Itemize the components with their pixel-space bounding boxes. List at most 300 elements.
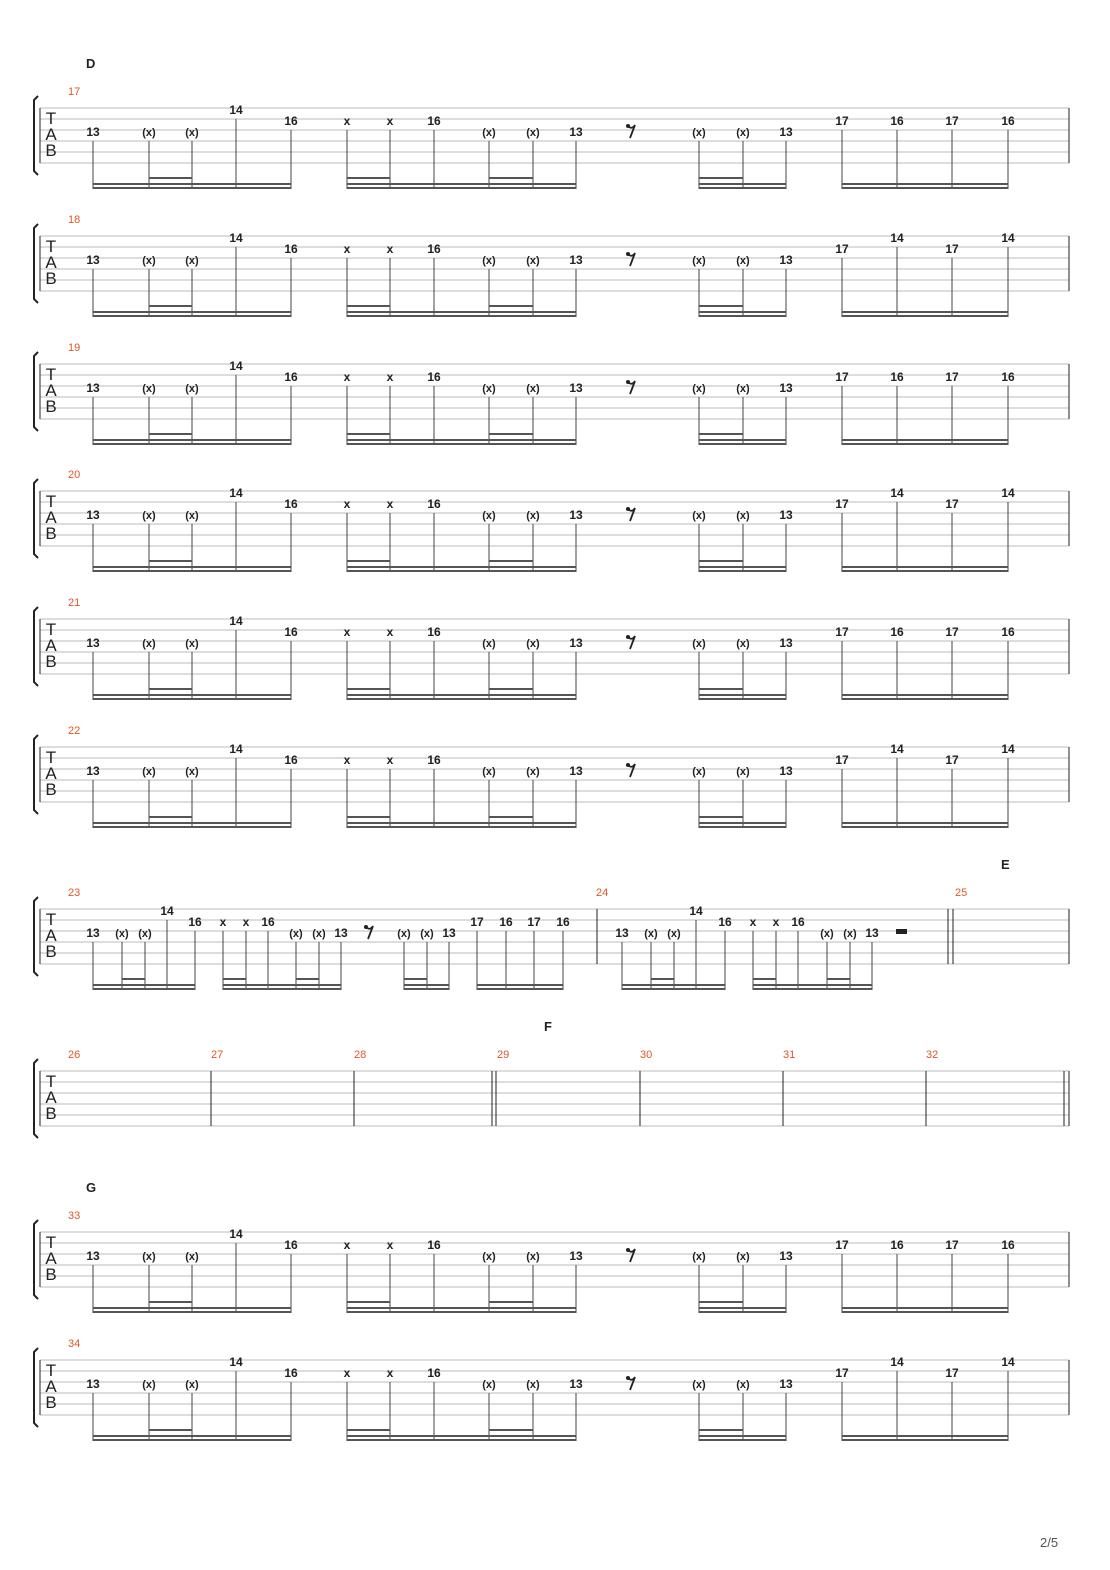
tab-fret-number: x (343, 1238, 351, 1252)
note-beam-32nd (699, 1301, 743, 1303)
tab-fret-number: 16 (499, 915, 513, 929)
tab-fret-number: 17 (945, 242, 959, 256)
tab-fret-number: (x) (185, 255, 199, 267)
system-bracket (34, 1220, 38, 1299)
tab-fret-number: (x) (692, 1379, 706, 1391)
note-beam (842, 694, 1008, 696)
note-beam-32nd (223, 978, 246, 980)
tab-fret-number: 17 (945, 497, 959, 511)
tab-fret-number: 17 (470, 915, 484, 929)
tab-fret-number: (x) (142, 638, 156, 650)
eighth-rest-dot (626, 252, 630, 256)
tab-fret-number: 14 (1001, 1355, 1015, 1369)
tab-fret-number: 14 (890, 231, 904, 245)
tab-fret-number: x (749, 915, 757, 929)
section-marker: E (1001, 857, 1010, 872)
system-bracket (34, 1059, 38, 1138)
tab-fret-number: 16 (718, 915, 732, 929)
note-beam (699, 311, 786, 313)
note-beam-32nd (347, 560, 390, 562)
tab-fret-number: x (343, 753, 351, 767)
tab-fret-number: (x) (667, 928, 681, 940)
tab-fret-number: 17 (835, 753, 849, 767)
note-beam (93, 822, 291, 824)
note-beam (842, 1311, 1008, 1313)
tab-fret-number: x (386, 497, 394, 511)
tab-clef-letter: A (45, 1088, 57, 1107)
tab-fret-number: 17 (835, 114, 849, 128)
tab-fret-number: (x) (312, 928, 326, 940)
tab-clef-letter: T (45, 492, 57, 511)
tab-clef-letter: T (45, 237, 57, 256)
tab-fret-number: 13 (86, 926, 100, 940)
tab-fret-number: 13 (86, 381, 100, 395)
tab-clef-letter: A (45, 636, 57, 655)
tab-fret-number: 13 (86, 1249, 100, 1263)
note-beam (93, 315, 291, 317)
tab-clef-letter: T (45, 109, 57, 128)
system-bracket (34, 735, 38, 814)
note-beam (699, 1307, 786, 1309)
tab-clef-letter: A (45, 125, 57, 144)
tab-fret-number: 13 (779, 1377, 793, 1391)
note-beam (842, 315, 1008, 317)
note-beam (842, 822, 1008, 824)
note-beam-32nd (122, 978, 145, 980)
tab-fret-number: x (386, 114, 394, 128)
measure-number: 23 (68, 887, 81, 899)
note-beam (699, 439, 786, 441)
tab-fret-number: 14 (229, 359, 243, 373)
tab-clef-letter: B (45, 1104, 57, 1123)
note-beam (699, 443, 786, 445)
tab-fret-number: 16 (284, 242, 298, 256)
measure-number: 17 (68, 86, 81, 98)
tab-clef-letter: A (45, 926, 57, 945)
tab-clef-letter: A (45, 764, 57, 783)
note-beam-32nd (149, 816, 192, 818)
measure-number: 25 (955, 887, 968, 899)
tab-fret-number: 13 (569, 1377, 583, 1391)
tab-fret-number: 13 (334, 926, 348, 940)
tab-fret-number: (x) (185, 510, 199, 522)
tab-fret-number: (x) (142, 1379, 156, 1391)
note-beam (699, 826, 786, 828)
note-beam-32nd (149, 688, 192, 690)
note-beam (699, 698, 786, 700)
tab-fret-number: (x) (142, 766, 156, 778)
tab-fret-number: 17 (945, 1366, 959, 1380)
eighth-rest-dot (626, 1376, 630, 1380)
tab-fret-number: 13 (569, 125, 583, 139)
measure-number: 19 (68, 342, 81, 354)
note-beam (223, 984, 341, 986)
tab-fret-number: x (386, 1238, 394, 1252)
note-beam (93, 183, 291, 185)
note-beam (347, 822, 576, 824)
tab-fret-number: (x) (138, 928, 152, 940)
system-bracket (34, 352, 38, 431)
tab-fret-number: (x) (142, 127, 156, 139)
tab-fret-number: 16 (427, 625, 441, 639)
note-beam (347, 826, 576, 828)
note-beam-32nd (699, 177, 743, 179)
note-beam (404, 988, 449, 990)
tab-fret-number: (x) (142, 1251, 156, 1263)
measure-number: 18 (68, 214, 81, 226)
note-beam (699, 315, 786, 317)
tab-fret-number: (x) (482, 638, 496, 650)
note-beam-32nd (699, 433, 743, 435)
tab-fret-number: 13 (615, 926, 629, 940)
note-beam (93, 570, 291, 572)
tab-fret-number: 17 (945, 370, 959, 384)
measure-number: 29 (497, 1049, 510, 1061)
tab-clef-letter: B (45, 397, 57, 416)
page-number: 2/5 (1040, 1535, 1059, 1550)
tab-fret-number: 13 (569, 764, 583, 778)
tab-fret-number: 14 (229, 103, 243, 117)
tab-fret-number: (x) (736, 1251, 750, 1263)
note-beam (699, 1439, 786, 1441)
tab-fret-number: 13 (569, 508, 583, 522)
tab-fret-number: 16 (427, 370, 441, 384)
tab-fret-number: 16 (556, 915, 570, 929)
note-beam (347, 1311, 576, 1313)
tab-fret-number: 16 (284, 1238, 298, 1252)
note-beam (699, 570, 786, 572)
note-beam (699, 694, 786, 696)
system-bracket (34, 479, 38, 558)
note-beam-32nd (149, 433, 192, 435)
note-beam (347, 698, 576, 700)
tab-clef-letter: B (45, 780, 57, 799)
system-bracket (34, 897, 38, 976)
note-beam (842, 698, 1008, 700)
note-beam (347, 439, 576, 441)
tab-fret-number: (x) (736, 510, 750, 522)
tab-fret-number: (x) (736, 638, 750, 650)
tab-clef-letter: T (45, 365, 57, 384)
tab-fret-number: (x) (692, 638, 706, 650)
note-beam (699, 187, 786, 189)
tab-fret-number: (x) (526, 1379, 540, 1391)
tab-clef-letter: B (45, 524, 57, 543)
system-bracket (34, 224, 38, 303)
note-beam-32nd (753, 978, 776, 980)
note-beam-32nd (489, 688, 533, 690)
tab-fret-number: 16 (427, 1238, 441, 1252)
tab-fret-number: (x) (142, 255, 156, 267)
tab-fret-number: 13 (86, 636, 100, 650)
note-beam (93, 698, 291, 700)
tab-fret-number: (x) (526, 127, 540, 139)
note-beam-32nd (149, 1429, 192, 1431)
tab-fret-number: (x) (142, 383, 156, 395)
tab-fret-number: 17 (835, 242, 849, 256)
tab-fret-number: (x) (185, 383, 199, 395)
tab-fret-number: 16 (284, 625, 298, 639)
note-beam (842, 183, 1008, 185)
tab-fret-number: 16 (284, 753, 298, 767)
note-beam (842, 1435, 1008, 1437)
note-beam (93, 988, 195, 990)
note-beam (93, 826, 291, 828)
system-bracket (34, 96, 38, 175)
note-beam-32nd (347, 177, 390, 179)
note-beam-32nd (296, 978, 319, 980)
tab-fret-number: 14 (890, 742, 904, 756)
note-beam-32nd (347, 433, 390, 435)
tab-fret-number: 13 (86, 764, 100, 778)
note-beam (93, 566, 291, 568)
note-beam-32nd (827, 978, 850, 980)
tab-fret-number: (x) (692, 127, 706, 139)
note-beam-32nd (651, 978, 674, 980)
tab-fret-number: 16 (427, 114, 441, 128)
tab-fret-number: 17 (945, 114, 959, 128)
tab-fret-number: (x) (692, 383, 706, 395)
tab-fret-number: x (772, 915, 780, 929)
section-marker: G (86, 1180, 97, 1195)
half-rest (896, 929, 907, 934)
tab-fret-number: 16 (427, 242, 441, 256)
tab-fret-number: x (343, 497, 351, 511)
tab-fret-number: 13 (86, 508, 100, 522)
tab-fret-number: 14 (229, 1355, 243, 1369)
measure-number: 28 (354, 1049, 367, 1061)
note-beam (347, 187, 576, 189)
measure-number: 22 (68, 725, 81, 737)
tab-fret-number: x (242, 915, 250, 929)
tab-fret-number: 14 (689, 904, 703, 918)
note-beam (347, 1439, 576, 1441)
tab-fret-number: (x) (185, 1379, 199, 1391)
note-beam-32nd (699, 560, 743, 562)
note-beam (347, 1307, 576, 1309)
note-beam (93, 443, 291, 445)
note-beam-32nd (699, 688, 743, 690)
tab-fret-number: x (386, 753, 394, 767)
measure-number: 31 (783, 1049, 796, 1061)
tab-fret-number: (x) (526, 1251, 540, 1263)
tab-fret-number: (x) (736, 383, 750, 395)
note-beam (842, 1439, 1008, 1441)
tab-fret-number: (x) (185, 127, 199, 139)
note-beam-32nd (347, 816, 390, 818)
tab-fret-number: (x) (526, 638, 540, 650)
tab-fret-number: (x) (644, 928, 658, 940)
tab-fret-number: (x) (420, 928, 434, 940)
measure-number: 24 (596, 887, 609, 899)
tab-clef-letter: T (45, 620, 57, 639)
tab-fret-number: x (219, 915, 227, 929)
note-beam (347, 1435, 576, 1437)
tab-fret-number: (x) (736, 1379, 750, 1391)
tab-fret-number: (x) (692, 255, 706, 267)
tab-fret-number: (x) (185, 766, 199, 778)
tab-fret-number: 16 (261, 915, 275, 929)
note-beam-32nd (489, 1429, 533, 1431)
tab-clef-letter: T (45, 1072, 57, 1091)
note-beam (93, 311, 291, 313)
tab-fret-number: (x) (820, 928, 834, 940)
note-beam (622, 984, 725, 986)
tab-fret-number: 17 (835, 1238, 849, 1252)
note-beam (753, 988, 872, 990)
tab-fret-number: (x) (185, 638, 199, 650)
tab-clef-letter: T (45, 748, 57, 767)
note-beam (93, 439, 291, 441)
note-beam (842, 187, 1008, 189)
system-bracket (34, 607, 38, 686)
tab-fret-number: 14 (229, 486, 243, 500)
tab-fret-number: 13 (442, 926, 456, 940)
tab-fret-number: (x) (482, 383, 496, 395)
note-beam-32nd (149, 305, 192, 307)
measure-number: 32 (926, 1049, 939, 1061)
tab-fret-number: (x) (482, 510, 496, 522)
tab-fret-number: (x) (526, 766, 540, 778)
tab-fret-number: 16 (427, 1366, 441, 1380)
tab-clef-letter: T (45, 1361, 57, 1380)
note-beam-32nd (489, 1301, 533, 1303)
note-beam (699, 183, 786, 185)
note-beam (842, 1307, 1008, 1309)
tab-fret-number: (x) (397, 928, 411, 940)
tab-fret-number: x (343, 242, 351, 256)
tab-clef-letter: A (45, 253, 57, 272)
tab-fret-number: 17 (527, 915, 541, 929)
section-marker: D (86, 56, 96, 71)
tab-fret-number: (x) (736, 255, 750, 267)
tab-fret-number: (x) (526, 383, 540, 395)
tab-clef-letter: A (45, 508, 57, 527)
note-beam (93, 1435, 291, 1437)
tab-fret-number: 17 (945, 625, 959, 639)
note-beam (699, 1435, 786, 1437)
note-beam (842, 311, 1008, 313)
tab-fret-number: 16 (1001, 114, 1015, 128)
tab-fret-number: x (343, 370, 351, 384)
tab-fret-number: 13 (779, 1249, 793, 1263)
note-beam (93, 1307, 291, 1309)
tab-fret-number: 14 (229, 231, 243, 245)
eighth-rest-dot (626, 1248, 630, 1252)
measure-number: 20 (68, 469, 81, 481)
tab-fret-number: x (343, 625, 351, 639)
tab-clef-letter: B (45, 1265, 57, 1284)
tab-fret-number: 16 (890, 625, 904, 639)
note-beam (347, 443, 576, 445)
tab-fret-number: x (386, 370, 394, 384)
tab-fret-number: (x) (482, 255, 496, 267)
tab-fret-number: 17 (945, 753, 959, 767)
note-beam (842, 570, 1008, 572)
tab-fret-number: 16 (890, 1238, 904, 1252)
note-beam-32nd (489, 305, 533, 307)
system-bracket (34, 1348, 38, 1427)
tab-fret-number: 16 (284, 114, 298, 128)
tab-fret-number: x (343, 114, 351, 128)
tab-clef-letter: T (45, 1233, 57, 1252)
tab-clef-letter: B (45, 652, 57, 671)
note-beam-32nd (699, 816, 743, 818)
note-beam (347, 183, 576, 185)
tab-fret-number: 13 (779, 381, 793, 395)
note-beam (699, 1311, 786, 1313)
note-beam (842, 439, 1008, 441)
measure-number: 33 (68, 1210, 81, 1222)
tab-fret-number: 14 (1001, 231, 1015, 245)
tab-fret-number: 13 (569, 1249, 583, 1263)
measure-number: 21 (68, 597, 81, 609)
tab-fret-number: 13 (569, 636, 583, 650)
measure-number: 27 (211, 1049, 224, 1061)
note-beam (842, 443, 1008, 445)
tab-fret-number: 16 (427, 497, 441, 511)
tab-fret-number: (x) (482, 1379, 496, 1391)
tab-fret-number: (x) (843, 928, 857, 940)
tab-fret-number: 13 (865, 926, 879, 940)
tab-fret-number: (x) (736, 766, 750, 778)
tab-fret-number: 13 (779, 253, 793, 267)
tab-fret-number: 17 (835, 370, 849, 384)
tab-clef-letter: B (45, 141, 57, 160)
note-beam-32nd (149, 177, 192, 179)
tab-fret-number: 14 (229, 742, 243, 756)
tab-fret-number: (x) (185, 1251, 199, 1263)
note-beam-32nd (699, 1429, 743, 1431)
note-beam (347, 570, 576, 572)
tab-fret-number: 13 (569, 381, 583, 395)
note-beam (347, 694, 576, 696)
note-beam (753, 984, 872, 986)
tab-fret-number: (x) (526, 255, 540, 267)
note-beam (93, 694, 291, 696)
tab-fret-number: 14 (160, 904, 174, 918)
tab-fret-number: 16 (890, 114, 904, 128)
tab-fret-number: x (386, 242, 394, 256)
tab-fret-number: 14 (890, 486, 904, 500)
note-beam-32nd (347, 1429, 390, 1431)
tab-fret-number: 17 (835, 1366, 849, 1380)
tab-fret-number: 16 (188, 915, 202, 929)
note-beam (93, 1311, 291, 1313)
eighth-rest-dot (364, 925, 368, 929)
tab-fret-number: (x) (142, 510, 156, 522)
tab-fret-number: (x) (482, 766, 496, 778)
tab-fret-number: 16 (1001, 370, 1015, 384)
tab-fret-number: (x) (692, 766, 706, 778)
tab-fret-number: (x) (289, 928, 303, 940)
tab-fret-number: 16 (791, 915, 805, 929)
note-beam-32nd (347, 1301, 390, 1303)
tab-fret-number: 16 (284, 370, 298, 384)
note-beam-32nd (489, 816, 533, 818)
note-beam-32nd (347, 688, 390, 690)
tab-fret-number: x (386, 1366, 394, 1380)
note-beam (622, 988, 725, 990)
note-beam (842, 566, 1008, 568)
tab-fret-number: 14 (229, 614, 243, 628)
note-beam (477, 984, 563, 986)
tab-fret-number: 16 (284, 497, 298, 511)
tab-clef-letter: T (45, 910, 57, 929)
tab-fret-number: 13 (779, 636, 793, 650)
tab-fret-number: 13 (86, 1377, 100, 1391)
tab-fret-number: (x) (115, 928, 129, 940)
